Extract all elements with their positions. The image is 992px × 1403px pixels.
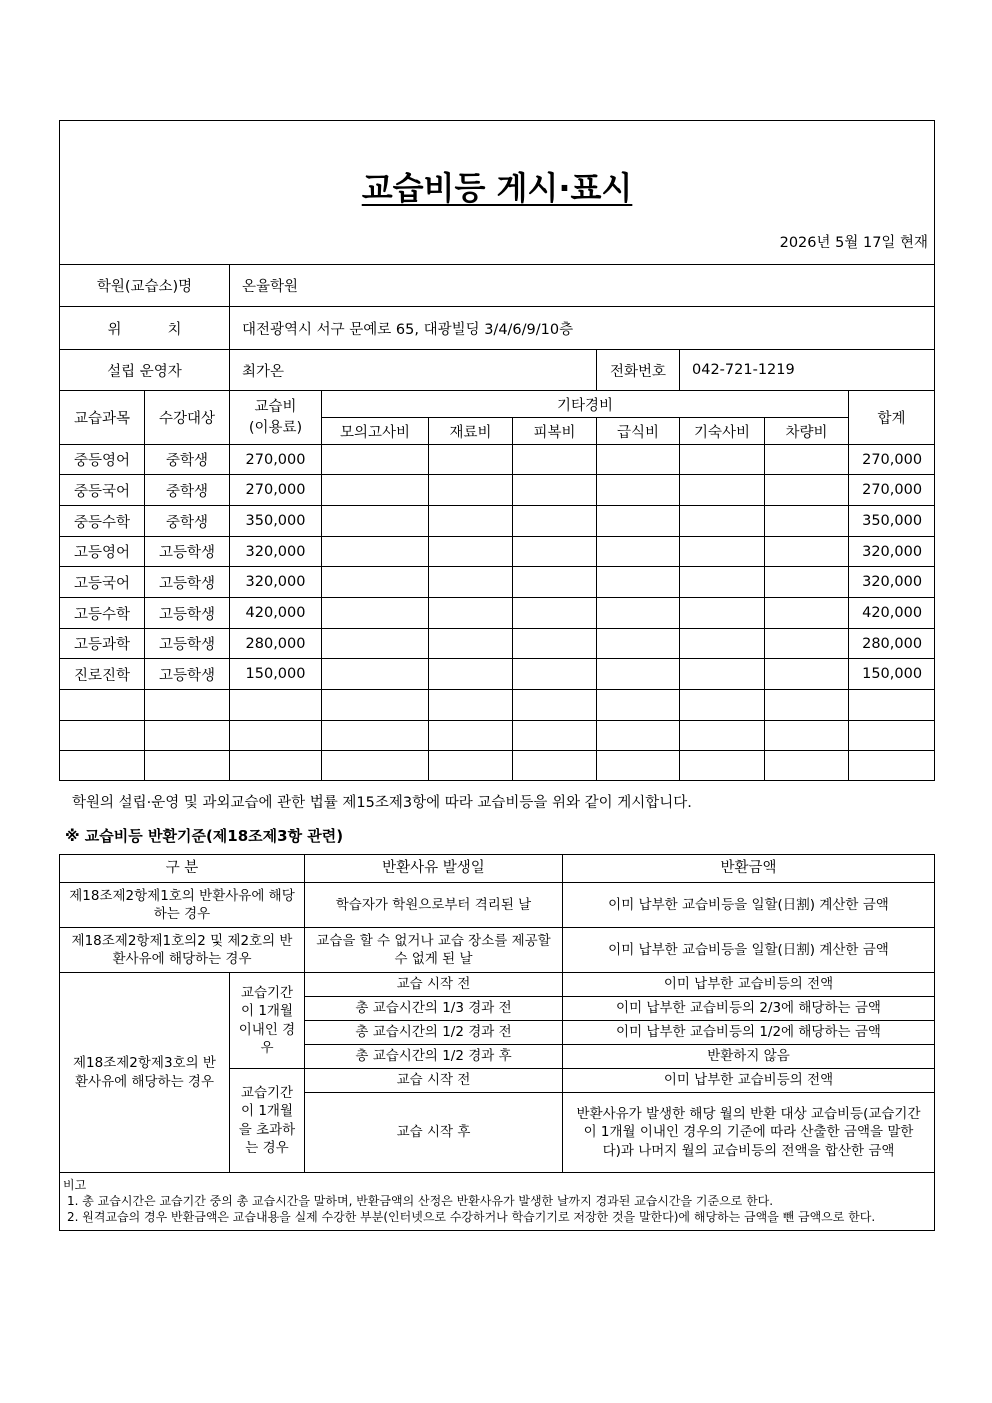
header-category: 구 분 (60, 855, 305, 883)
reason-cell: 총 교습시간의 1/3 경과 전 (305, 997, 563, 1021)
subject-cell: 진로진학 (60, 659, 145, 690)
operator: 최가온 (230, 350, 597, 391)
amount-cell: 반환하지 않음 (563, 1045, 935, 1069)
target-cell: 고등학생 (145, 567, 230, 598)
location-label: 위 치 (60, 307, 230, 350)
title-cell (60, 121, 935, 265)
table-row (60, 567, 935, 598)
posting-notice: 학원의 설립·운영 및 과외교습에 관한 법률 제15조제3항에 따라 교습비등을 위와 같이 게시합니다. (72, 795, 692, 811)
tuition-cell: 320,000 (230, 537, 322, 567)
header-other-fees: 기타경비 (322, 391, 849, 418)
category-row2: 제18조제2항제1호의2 및 제2호의 반환사유에 해당하는 경우 (60, 928, 305, 973)
amount-cell: 이미 납부한 교습비등의 2/3에 해당하는 금액 (563, 997, 935, 1021)
total-cell: 270,000 (849, 445, 935, 475)
academy-name: 온율학원 (230, 265, 935, 307)
tuition-cell: 270,000 (230, 475, 322, 506)
amount-row2: 이미 납부한 교습비등을 일할(日割) 계산한 금액 (563, 928, 935, 973)
phone-label: 전화번호 (597, 350, 680, 391)
tuition-cell: 320,000 (230, 567, 322, 598)
reason-cell: 총 교습시간의 1/2 경과 전 (305, 1021, 563, 1045)
total-cell: 320,000 (849, 567, 935, 598)
reason-cell: 총 교습시간의 1/2 경과 후 (305, 1045, 563, 1069)
header-mock-exam: 모의고사비 (322, 418, 429, 445)
target-cell: 중학생 (145, 475, 230, 506)
remarks (60, 1173, 935, 1231)
refund-heading: ※ 교습비등 반환기준(제18조제3항 관련) (65, 827, 344, 845)
amount-cell: 이미 납부한 교습비등의 전액 (563, 1069, 935, 1093)
header-tuition: 교습비 (이용료) (230, 391, 322, 445)
header-vehicle: 차량비 (765, 418, 849, 445)
amount-cell: 이미 납부한 교습비등의 1/2에 해당하는 금액 (563, 1021, 935, 1045)
page-title: 교습비등 게시·표시 (361, 169, 633, 207)
posting-date: 2026년 5월 17일 현재 (779, 235, 929, 251)
target-cell: 중학생 (145, 445, 230, 475)
total-cell: 150,000 (849, 659, 935, 690)
target-cell: 중학생 (145, 506, 230, 537)
tuition-cell: 350,000 (230, 506, 322, 537)
header-meal: 급식비 (597, 418, 680, 445)
reason-cell: 교습 시작 후 (305, 1093, 563, 1173)
header-dorm: 기숙사비 (680, 418, 765, 445)
total-cell: 270,000 (849, 475, 935, 506)
header-materials: 재료비 (429, 418, 513, 445)
reason-row1: 학습자가 학원으로부터 격리된 날 (305, 883, 563, 928)
amount-cell: 반환사유가 발생한 해당 월의 반환 대상 교습비등(교습기간이 1개월 이내인 경우의 기준에 따라 산출한 금액을 말한다)과 나머지 월의 교습비등의 전액을 합산한 금액 (563, 1093, 935, 1173)
target-cell: 고등학생 (145, 537, 230, 567)
operator-label: 설립 운영자 (60, 350, 230, 391)
total-cell: 350,000 (849, 506, 935, 537)
reason-cell: 교습 시작 전 (305, 1069, 563, 1093)
header-total: 합계 (849, 391, 935, 445)
refund-criteria-table (59, 854, 935, 1231)
total-cell: 320,000 (849, 537, 935, 567)
fee-posting-table (59, 120, 935, 781)
table-row (60, 475, 935, 506)
target-cell: 고등학생 (145, 659, 230, 690)
table-row (60, 598, 935, 629)
tuition-cell: 270,000 (230, 445, 322, 475)
phone: 042-721-1219 (680, 350, 935, 391)
header-amount: 반환금액 (563, 855, 935, 883)
table-row (60, 445, 935, 475)
header-uniform: 피복비 (513, 418, 597, 445)
tuition-cell: 280,000 (230, 629, 322, 659)
reason-cell: 교습 시작 전 (305, 973, 563, 997)
header-reason: 반환사유 발생일 (305, 855, 563, 883)
tuition-cell: 420,000 (230, 598, 322, 629)
table-row (60, 629, 935, 659)
reason-row2: 교습을 할 수 없거나 교습 장소를 제공할 수 없게 된 날 (305, 928, 563, 973)
subject-cell: 중등수학 (60, 506, 145, 537)
empty-row (60, 751, 935, 781)
total-cell: 420,000 (849, 598, 935, 629)
target-cell: 고등학생 (145, 598, 230, 629)
academy-name-label: 학원(교습소)명 (60, 265, 230, 307)
remark-item: 2. 원격교습의 경우 반환금액은 교습내용을 실제 수강한 부분(인터넷으로 수강하거나 학습기기로 저장한 것을 말한다)에 해당하는 금액을 뺀 금액으로 한다. (67, 1210, 876, 1225)
subject-cell: 고등수학 (60, 598, 145, 629)
subject-cell: 고등영어 (60, 537, 145, 567)
remarks-title: 비고 (63, 1178, 87, 1192)
category-row3: 제18조제2항제3호의 반환사유에 해당하는 경우 (60, 973, 230, 1173)
subject-cell: 고등국어 (60, 567, 145, 598)
tuition-cell: 150,000 (230, 659, 322, 690)
over-one-month-label: 교습기간이 1개월을 초과하는 경우 (230, 1069, 305, 1173)
within-one-month-label: 교습기간이 1개월 이내인 경우 (230, 973, 305, 1069)
empty-row (60, 721, 935, 751)
amount-row1: 이미 납부한 교습비등을 일할(日割) 계산한 금액 (563, 883, 935, 928)
amount-cell: 이미 납부한 교습비등의 전액 (563, 973, 935, 997)
header-target: 수강대상 (145, 391, 230, 445)
table-row (60, 659, 935, 690)
table-row (60, 506, 935, 537)
empty-row (60, 690, 935, 721)
header-subject: 교습과목 (60, 391, 145, 445)
subject-cell: 고등과학 (60, 629, 145, 659)
table-row (60, 537, 935, 567)
subject-cell: 중등영어 (60, 445, 145, 475)
target-cell: 고등학생 (145, 629, 230, 659)
total-cell: 280,000 (849, 629, 935, 659)
category-row1: 제18조제2항제1호의 반환사유에 해당하는 경우 (60, 883, 305, 928)
location: 대전광역시 서구 문예로 65, 대광빌딩 3/4/6/9/10층 (230, 307, 935, 350)
remark-item: 1. 총 교습시간은 교습기간 중의 총 교습시간을 말하며, 반환금액의 산정은 반환사유가 발생한 날까지 경과된 교습시간을 기준으로 한다. (67, 1194, 774, 1209)
subject-cell: 중등국어 (60, 475, 145, 506)
